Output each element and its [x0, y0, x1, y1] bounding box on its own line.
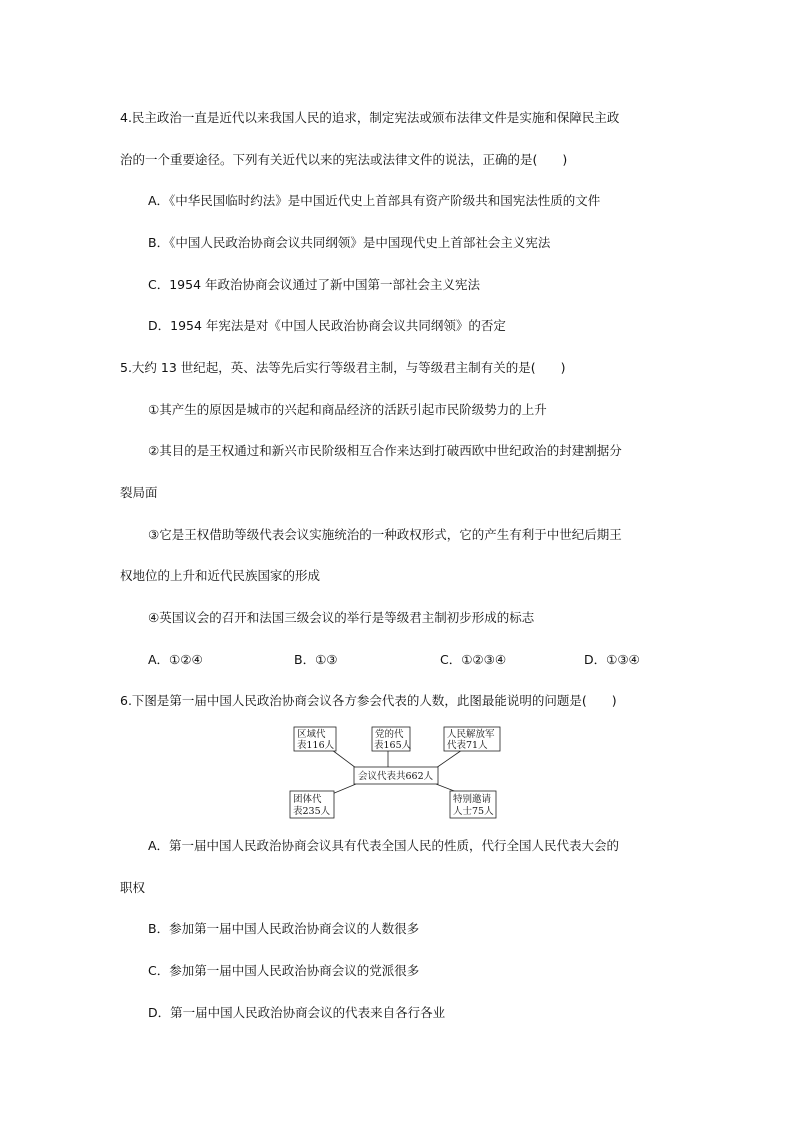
q4-option-a: A．《中华民国临时约法》是中国近代史上首部具有资产阶级共和国宪法性质的文件	[148, 193, 601, 208]
q4-stem-line2: 治的一个重要途径。下列有关近代以来的宪法或法律文件的说法，正确的是( )	[120, 152, 568, 167]
q4-option-c: C．1954 年政治协商会议通过了新中国第一部社会主义宪法	[148, 277, 481, 292]
q5-item-1: ①其产生的原因是城市的兴起和商品经济的活跃引起市民阶级势力的上升	[148, 402, 547, 417]
box-pla	[444, 727, 500, 751]
q6-option-c: C．参加第一届中国人民政治协商会议的党派很多	[148, 963, 420, 978]
q6-stem: 6.下图是第一届中国人民政治协商会议各方参会代表的人数，此图最能说明的问题是( )	[120, 693, 617, 708]
q4-option-b: B．《中国人民政治协商会议共同纲领》是中国现代史上首部社会主义宪法	[148, 235, 551, 250]
q6-option-b: B．参加第一届中国人民政治协商会议的人数很多	[148, 921, 420, 936]
q6-option-d: D．第一届中国人民政治协商会议的代表来自各行各业	[148, 1005, 446, 1020]
q6-option-a-line1: A．第一届中国人民政治协商会议具有代表全国人民的性质，代行全国人民代表大会的	[148, 838, 620, 853]
box-pla-line2: 代表71人	[447, 740, 488, 751]
q5-item-3-line2: 权地位的上升和近代民族国家的形成	[120, 568, 321, 583]
q4-stem-line1: 4.民主政治一直是近代以来我国人民的追求，制定宪法或颁布法律文件是实施和保障民主政	[120, 110, 620, 125]
q4-option-d: D．1954 年宪法是对《中国人民政治协商会议共同纲领》的否定	[148, 318, 506, 333]
connector-pla	[436, 750, 462, 768]
q5-option-d: D．①③④	[584, 652, 640, 667]
box-group	[290, 791, 334, 818]
q5-item-4: ④英国议会的召开和法国三级会议的举行是等级君主制初步形成的标志	[148, 610, 535, 625]
q5-option-c: C．①②③④	[440, 652, 507, 667]
box-center	[354, 767, 438, 784]
q5-item-3-line1: ③它是王权借助等级代表会议实施统治的一种政权形式，它的产生有利于中世纪后期王	[148, 527, 622, 542]
box-party	[372, 727, 412, 751]
box-group-line1: 团体代	[293, 794, 322, 805]
connector-group	[332, 784, 356, 794]
box-pla-line1: 人民解放军	[447, 729, 495, 740]
box-group-line2: 表235人	[293, 806, 331, 817]
box-party-line1: 党的代	[375, 729, 404, 740]
q5-stem: 5.大约 13 世纪起，英、法等先后实行等级君主制，与等级君主制有关的是( )	[120, 360, 566, 375]
box-special-line2: 人士75人	[453, 806, 494, 817]
q5-option-b: B．①③	[294, 652, 338, 667]
q6-option-a-line2: 职权	[120, 880, 146, 895]
delegates-diagram	[280, 722, 510, 824]
q5-item-2-line2: 裂局面	[120, 485, 158, 500]
q5-option-a: A．①②④	[148, 652, 203, 667]
box-special-line1: 特别邀请	[453, 794, 492, 805]
box-regional	[294, 727, 336, 751]
box-special	[450, 791, 496, 818]
box-regional-line1: 区域代	[297, 729, 326, 740]
box-center-label: 会议代表共662人	[358, 771, 434, 782]
connector-regional	[332, 750, 356, 768]
q5-item-2-line1: ②其目的是王权通过和新兴市民阶级相互合作来达到打破西欧中世纪政治的封建割据分	[148, 443, 622, 458]
box-regional-line2: 表116人	[297, 740, 335, 751]
box-party-line2: 表165人	[374, 740, 412, 751]
